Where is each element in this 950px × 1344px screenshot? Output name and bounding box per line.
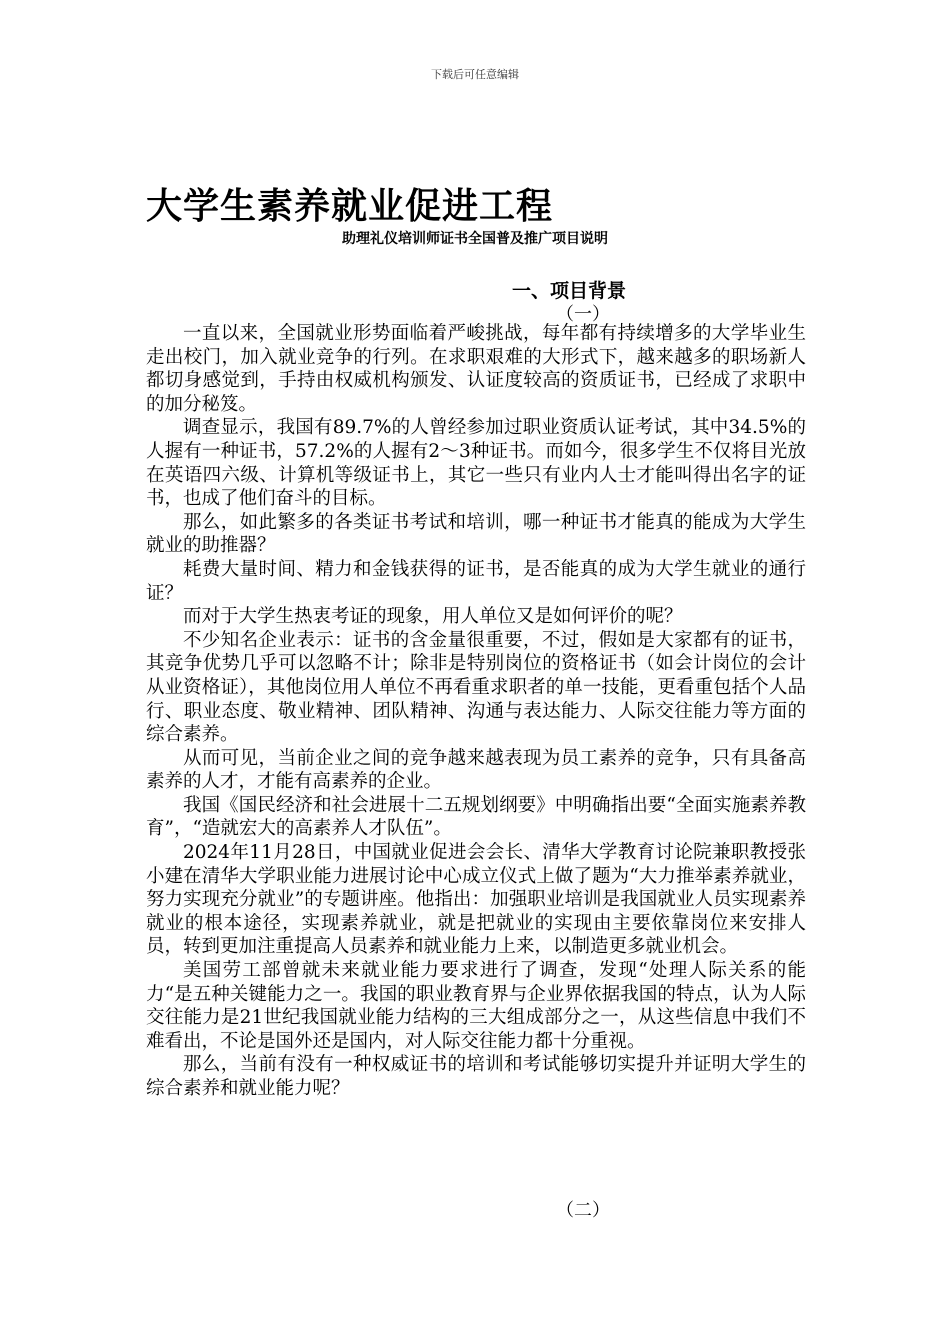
paragraph: 耗费大量时间、精力和金钱获得的证书，是否能真的成为大学生就业的通行证？ bbox=[146, 558, 806, 604]
subsection-marker-2: （二） bbox=[556, 1200, 610, 1221]
paragraph: 我国《国民经济和社会进展十二五规划纲要》中明确指出要“全面实施素养教育”，“造就宏大的高素养人才队伍”。 bbox=[146, 794, 806, 840]
paragraph: 那么，如此繁多的各类证书考试和培训，哪一种证书才能真的能成为大学生就业的助推器？ bbox=[146, 511, 806, 557]
paragraph: 从而可见，当前企业之间的竞争越来越表现为员工素养的竞争，只有具备高素养的人才，才能有高素养的企业。 bbox=[146, 747, 806, 793]
paragraph: 调查显示，我国有89.7%的人曾经参加过职业资质认证考试，其中34.5%的人握有一种证书，57.2%的人握有2～3种证书。而如今，很多学生不仅将目光放在英语四六级、计算机等级证书上，其它一些只有业内人士才能叫得出名字的证书，也成了他们奋斗的目标。 bbox=[146, 417, 806, 510]
body-text bbox=[146, 322, 806, 1101]
paragraph: 2024年11月28日，中国就业促进会会长、清华大学教育讨论院兼职教授张小建在清华大学职业能力进展讨论中心成立仪式上做了题为“大力推举素养就业，努力实现充分就业”的专题讲座。他指出：加强职业培训是我国就业人员实现素养就业的根本途径，实现素养就业，就是把就业的实现由主要依靠岗位来安排人员，转到更加注重提高人员素养和就业能力上来，以制造更多就业机会。 bbox=[146, 842, 806, 958]
paragraph: 一直以来，全国就业形势面临着严峻挑战，每年都有持续增多的大学毕业生走出校门，加入就业竞争的行列。在求职艰难的大形式下，越来越多的职场新人都切身感觉到，手持由权威机构颁发、认证度较高的资质证书，已经成了求职中的加分秘笈。 bbox=[146, 323, 806, 415]
paragraph: 不少知名企业表示：证书的含金量很重要，不过，假如是大家都有的证书，其竞争优势几乎可以忽略不计；除非是特别岗位的资格证书（如会计岗位的会计从业资格证），其他岗位用人单位不再看重求职者的单一技能，更看重包括个人品行、职业态度、敬业精神、团队精神、沟通与表达能力、人际交往能力等方面的综合素养。 bbox=[146, 629, 806, 746]
paragraph: 那么，当前有没有一种权威证书的培训和考试能够切实提升并证明大学生的综合素养和就业能力呢？ bbox=[146, 1054, 806, 1099]
header-note: 下载后可任意编辑 bbox=[431, 68, 519, 81]
document-subtitle: 助理礼仪培训师证书全国普及推广项目说明 bbox=[342, 231, 608, 247]
document-title: 大学生素养就业促进工程 bbox=[146, 186, 554, 227]
paragraph: 而对于大学生热衷考证的现象，用人单位又是如何评价的呢？ bbox=[183, 606, 683, 628]
subsection-marker-1: （一） bbox=[556, 304, 610, 325]
paragraph: 美国劳工部曾就未来就业能力要求进行了调查，发现“处理人际关系的能力“是五种关键能力之一。我国的职业教育界与企业界依据我国的特点，认为人际交往能力是21世纪我国就业能力结构的三大组成部分之一，从这些信息中我们不难看出，不论是国外还是国内，对人际交往能力都十分重视。 bbox=[146, 960, 806, 1052]
section-heading: 一、项目背景 bbox=[512, 280, 627, 302]
